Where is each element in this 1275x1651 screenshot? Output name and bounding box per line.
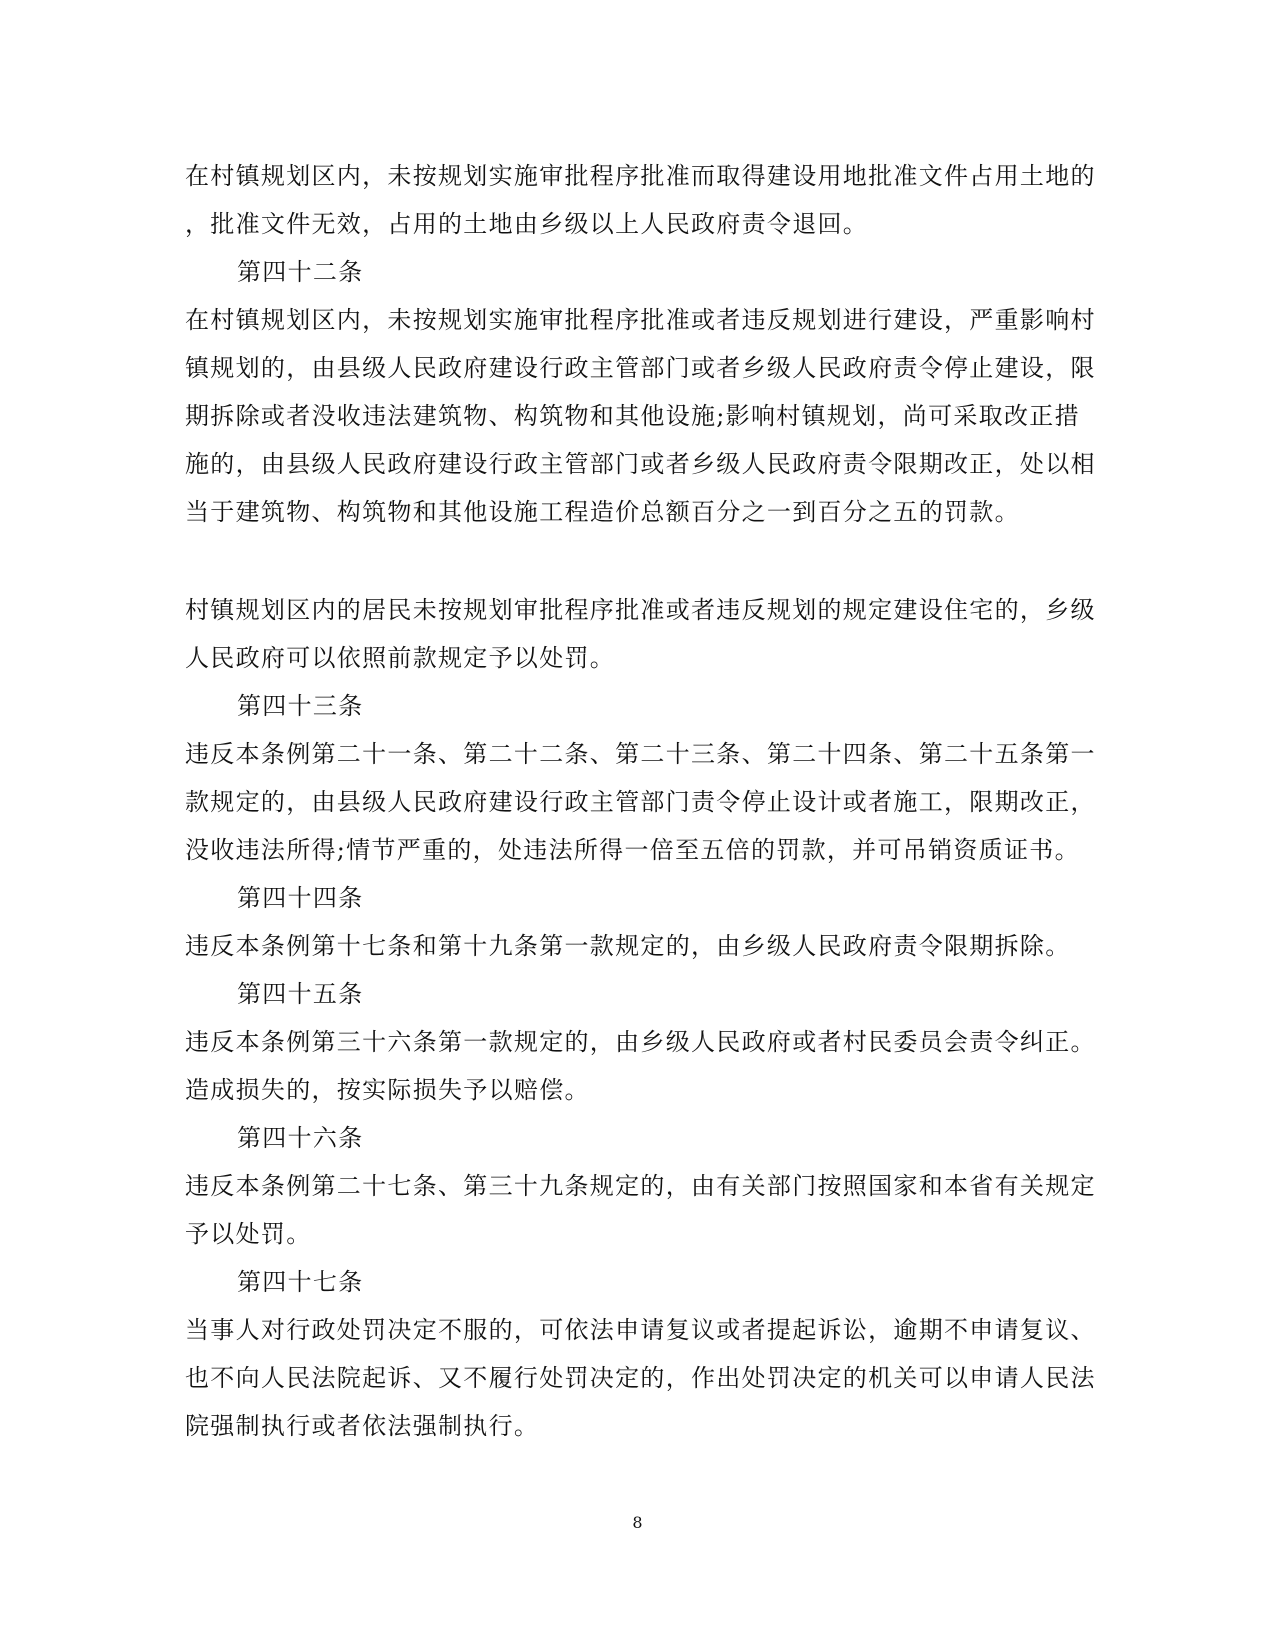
body-text-line: 款规定的，由县级人民政府建设行政主管部门责令停止设计或者施工，限期改正， <box>185 788 1096 816</box>
body-text-line: 镇规划的，由县级人民政府建设行政主管部门或者乡级人民政府责令停止建设，限 <box>185 354 1096 382</box>
body-text-line: 造成损失的，按实际损失予以赔偿。 <box>185 1076 590 1104</box>
body-text-line: 违反本条例第二十七条、第三十九条规定的，由有关部门按照国家和本省有关规定 <box>185 1172 1096 1200</box>
body-text-line: 违反本条例第二十一条、第二十二条、第二十三条、第二十四条、第二十五条第一 <box>185 740 1096 768</box>
body-text-line: 当事人对行政处罚决定不服的，可依法申请复议或者提起诉讼，逾期不申请复议、 <box>185 1316 1096 1344</box>
article-heading-43: 第四十三条 <box>237 692 364 720</box>
article-heading-46: 第四十六条 <box>237 1124 364 1152</box>
article-heading-45: 第四十五条 <box>237 980 364 1008</box>
article-heading-42: 第四十二条 <box>237 258 364 286</box>
body-text-line: 也不向人民法院起诉、又不履行处罚决定的，作出处罚决定的机关可以申请人民法 <box>185 1364 1096 1392</box>
article-heading-44: 第四十四条 <box>237 884 364 912</box>
body-text-line: 予以处罚。 <box>185 1220 312 1248</box>
paragraph-gap <box>185 536 1085 586</box>
body-text-line: 违反本条例第三十六条第一款规定的，由乡级人民政府或者村民委员会责令纠正。 <box>185 1028 1096 1056</box>
body-text-line: 施的，由县级人民政府建设行政主管部门或者乡级人民政府责令限期改正，处以相 <box>185 450 1096 478</box>
body-text-line: 院强制执行或者依法强制执行。 <box>185 1412 540 1440</box>
body-text-line: ，批准文件无效，占用的土地由乡级以上人民政府责令退回。 <box>185 210 869 238</box>
document-body <box>185 152 1096 1450</box>
body-text-line: 当于建筑物、构筑物和其他设施工程造价总额百分之一到百分之五的罚款。 <box>185 498 1020 526</box>
body-text-line: 在村镇规划区内，未按规划实施审批程序批准或者违反规划进行建设，严重影响村 <box>185 306 1096 334</box>
body-text-line: 在村镇规划区内，未按规划实施审批程序批准而取得建设用地批准文件占用土地的 <box>185 162 1096 190</box>
article-heading-47: 第四十七条 <box>237 1268 364 1296</box>
page-number: 8 <box>632 1513 643 1532</box>
body-text-line: 人民政府可以依照前款规定予以处罚。 <box>185 644 616 672</box>
body-text-line: 期拆除或者没收违法建筑物、构筑物和其他设施;影响村镇规划，尚可采取改正措 <box>185 402 1080 430</box>
body-text-line: 没收违法所得;情节严重的，处违法所得一倍至五倍的罚款，并可吊销资质证书。 <box>185 836 1080 864</box>
body-text-line: 违反本条例第十七条和第十九条第一款规定的，由乡级人民政府责令限期拆除。 <box>185 932 1071 960</box>
body-text-line: 村镇规划区内的居民未按规划审批程序批准或者违反规划的规定建设住宅的，乡级 <box>185 596 1096 624</box>
